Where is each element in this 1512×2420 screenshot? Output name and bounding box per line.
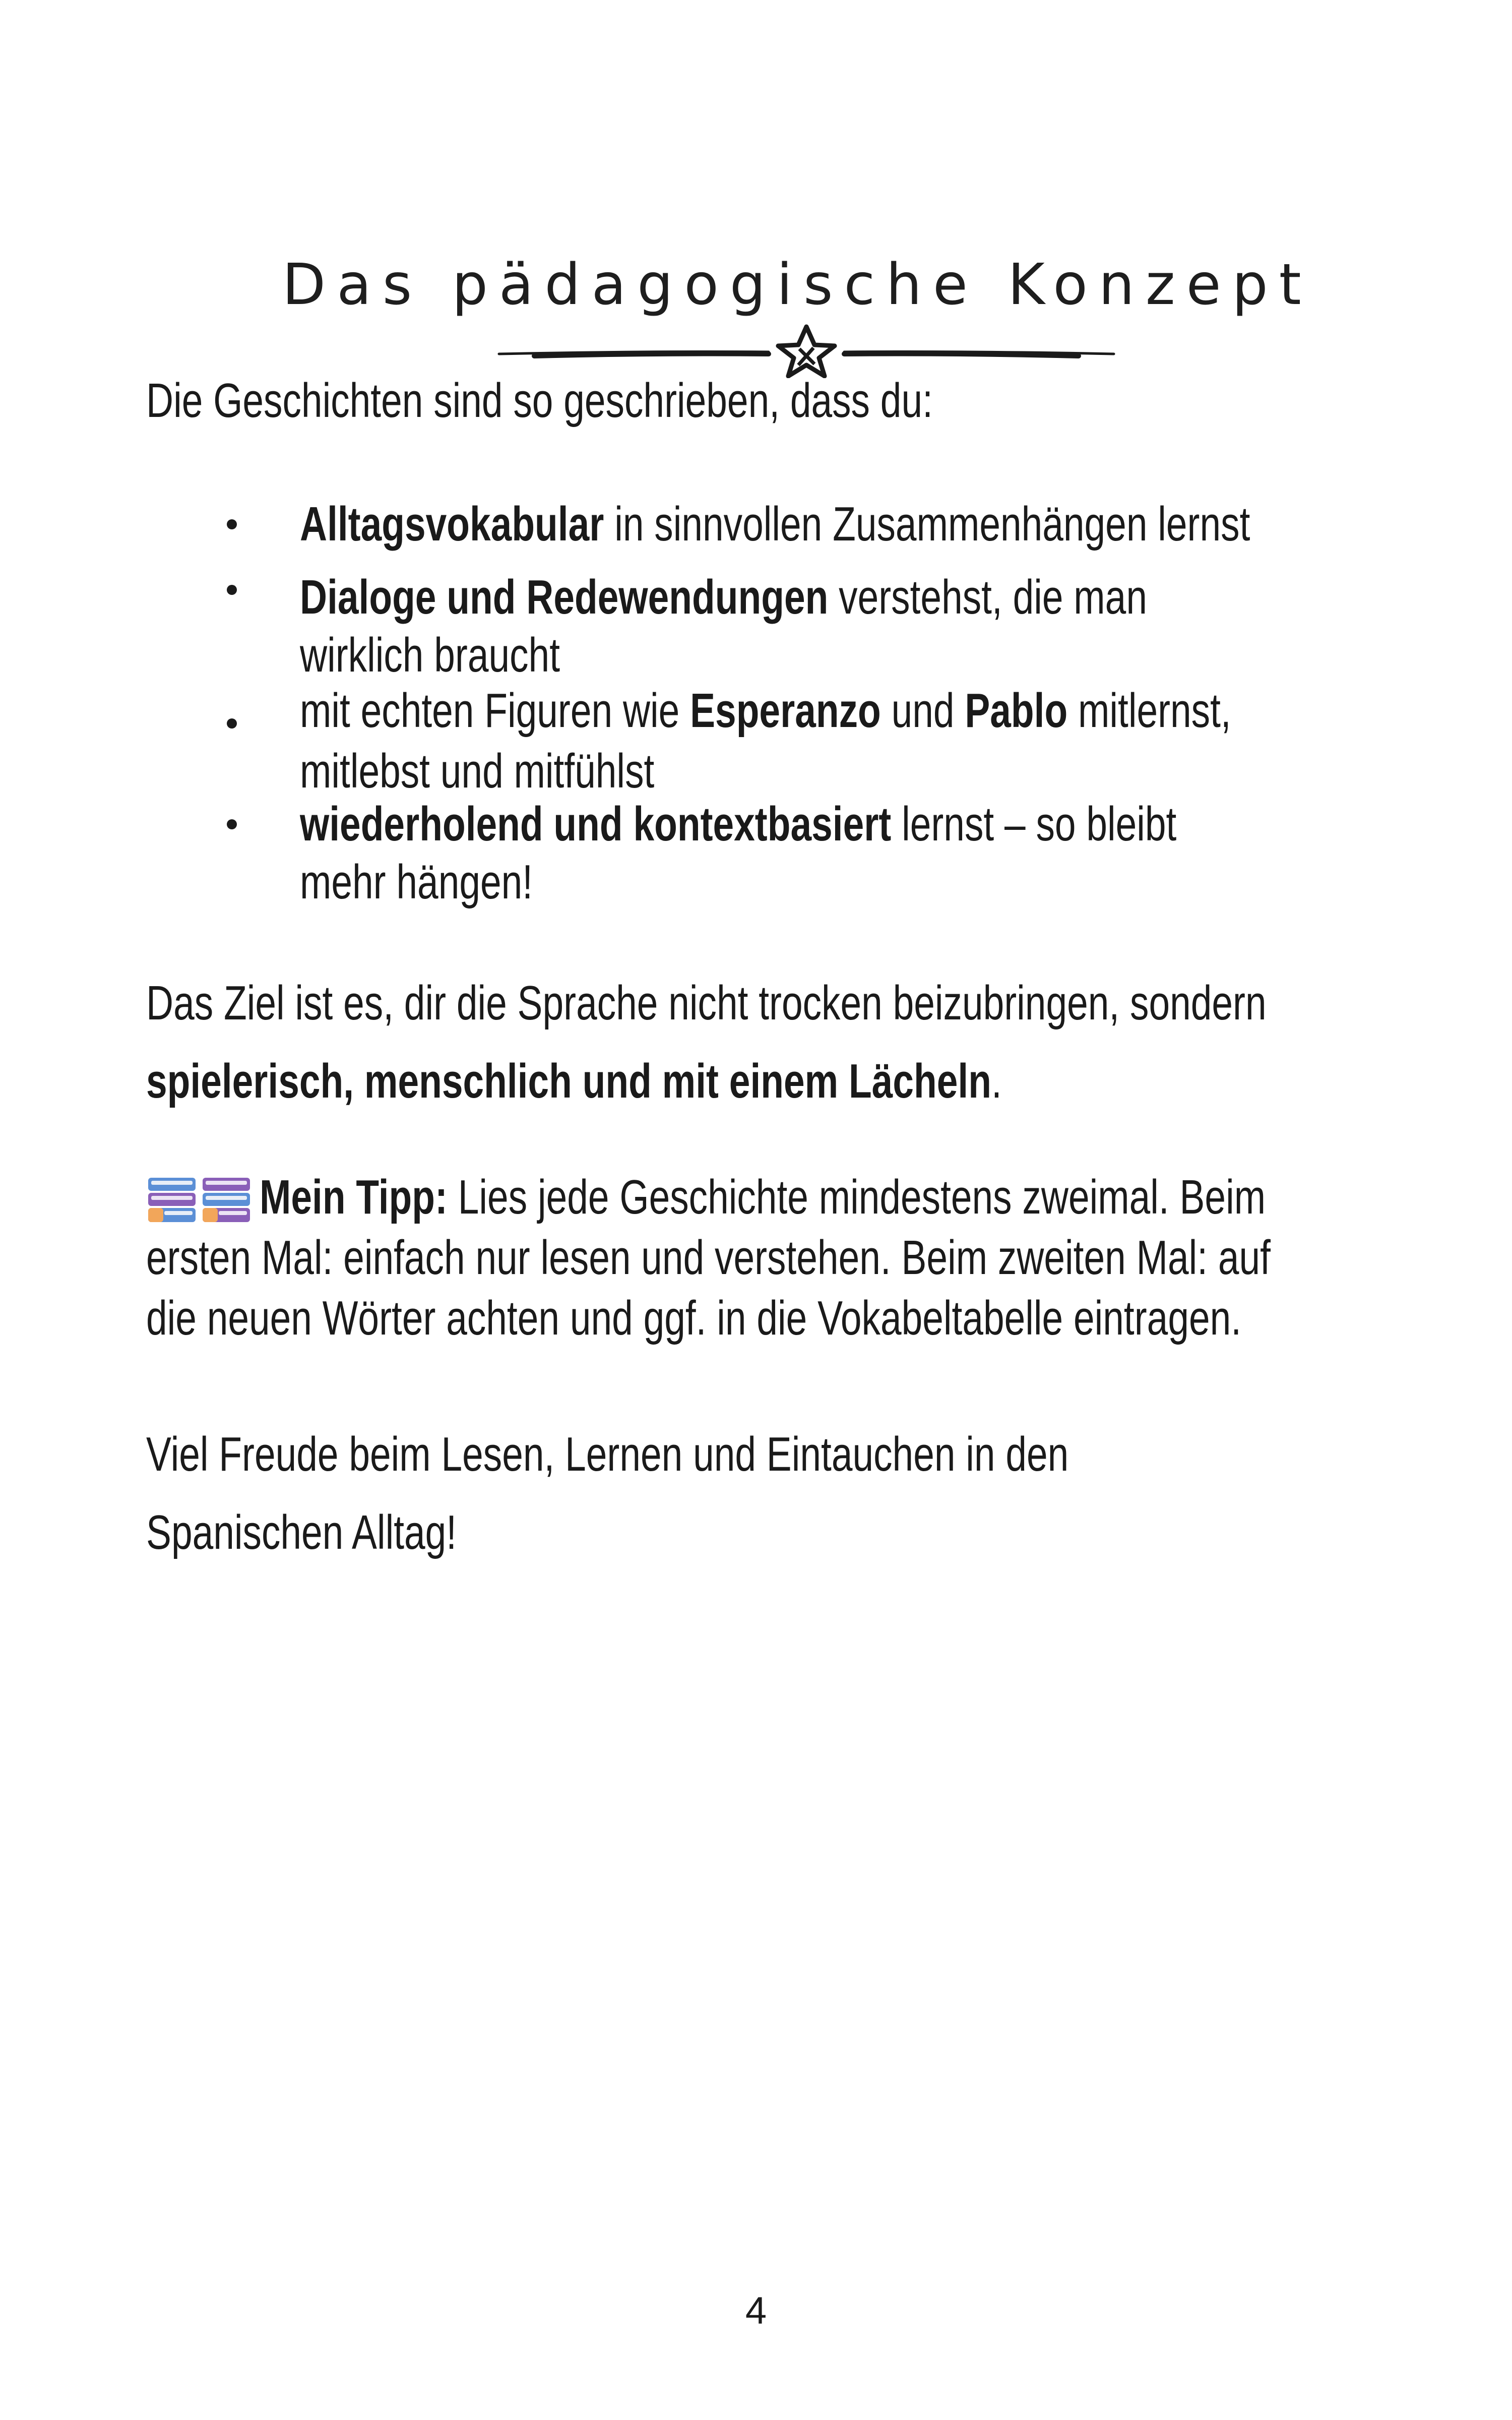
closing-paragraph: Viel Freude beim Lesen, Lernen und Eintauchen in den bbox=[146, 1427, 1069, 1481]
star-divider-icon bbox=[494, 323, 1119, 378]
bullet-marker bbox=[227, 718, 237, 729]
list-item: wiederholend und kontextbasiert lernst – so bleibt bbox=[300, 797, 1177, 851]
page-title: Das pädagogische Konzept bbox=[282, 252, 1312, 318]
bullet-marker bbox=[227, 519, 237, 529]
goal-paragraph: Das Ziel ist es, dir die Sprache nicht trocken beizubringen, sondern bbox=[146, 976, 1267, 1030]
closing-paragraph-line: Spanischen Alltag! bbox=[146, 1505, 457, 1559]
list-item-continuation: wirklich braucht bbox=[300, 628, 560, 682]
bullet-marker bbox=[227, 585, 237, 595]
tip-paragraph: Mein Tipp: Lies jede Geschichte mindestens zweimal. Beim bbox=[260, 1170, 1266, 1224]
list-item-continuation: mehr hängen! bbox=[300, 855, 533, 909]
goal-paragraph-emphasis: spielerisch, menschlich und mit einem Lächeln. bbox=[146, 1054, 1002, 1108]
bullet-marker bbox=[227, 819, 237, 829]
books-icon bbox=[146, 1175, 252, 1225]
list-item: Alltagsvokabular in sinnvollen Zusammenhängen lernst bbox=[300, 497, 1250, 551]
tip-paragraph-line: die neuen Wörter achten und ggf. in die Vokabeltabelle eintragen. bbox=[146, 1291, 1242, 1345]
intro-text: Die Geschichten sind so geschrieben, dass du: bbox=[146, 374, 933, 428]
list-item: mit echten Figuren wie Esperanzo und Pablo mitlernst, bbox=[300, 684, 1231, 738]
tip-paragraph-line: ersten Mal: einfach nur lesen und verstehen. Beim zweiten Mal: auf bbox=[146, 1231, 1271, 1285]
list-item-continuation: mitlebst und mitfühlst bbox=[300, 744, 655, 798]
list-item: Dialoge und Redewendungen verstehst, die man bbox=[300, 570, 1147, 624]
page-number: 4 bbox=[745, 2289, 767, 2332]
tip-label: Mein Tipp: bbox=[260, 1170, 448, 1224]
